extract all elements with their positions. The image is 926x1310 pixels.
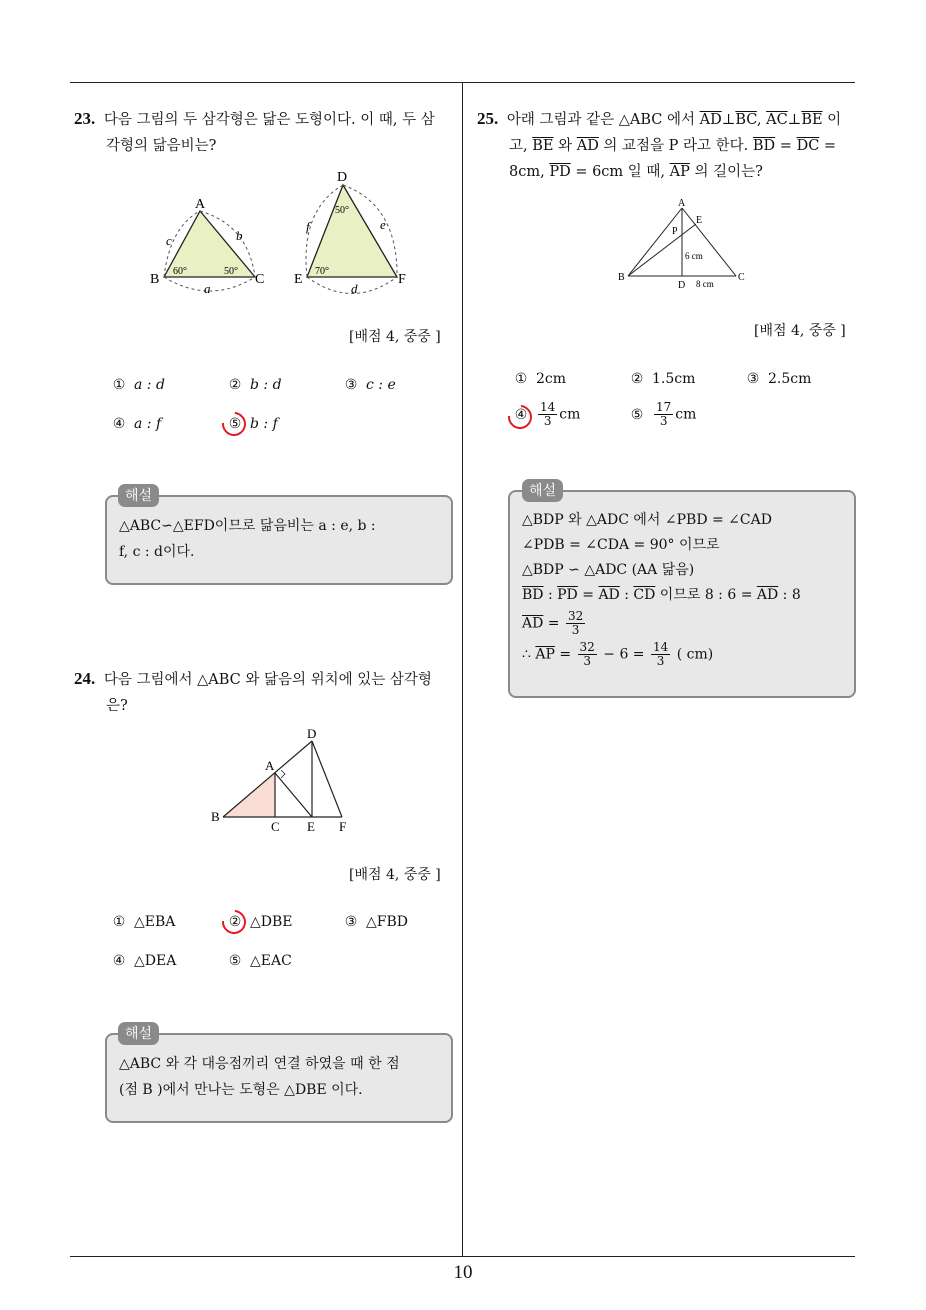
solution-line: ∴ $\overline{AP}$ = $\frac{32}{3}$ − 6 = $\frac{14}{3}$ ( cm) <box>522 640 714 668</box>
q24-score: [배점 4, 중중 ] <box>349 867 441 883</box>
label-F: F <box>398 272 406 287</box>
q24-figure <box>205 725 365 840</box>
bottom-rule <box>70 1256 855 1257</box>
label-b: b <box>236 228 243 243</box>
q25-choice-5[interactable]: ⑤ $\frac{17}{3}$ cm <box>630 400 697 428</box>
angle-D: 50° <box>335 205 349 216</box>
label-dc: 8 cm <box>696 279 714 289</box>
question-25-text: 25. 아래 그림과 같은 △ABC 에서 $\overline{AD}\perp\overline{BC}$, $\overline{AC}\perp\overline{BE}$ 이 고, $\overline{BE}$ 와 $\overline{AD}$ 의 교점을 P 라고 한다. $\overline{BD} = \overline{DC}$ = 8cm, $\overline{PD} = 6cm$ 일 때, $\overline{AP}$ 의 길이는? <box>477 109 842 180</box>
q24-choice-1[interactable]: ① △EBA <box>112 914 176 930</box>
label-E: E <box>696 215 703 226</box>
q23-choice-2[interactable]: ② b : d <box>228 377 282 393</box>
label-B: B <box>150 272 160 287</box>
q25-choice-4[interactable]: ④ $\frac{14}{3}$ cm <box>514 400 581 428</box>
solution-line: ∠PDB = ∠CDA = 90° 이므로 <box>522 537 720 553</box>
q23-choice-1[interactable]: ① a : d <box>112 377 165 393</box>
label-f: f <box>306 219 310 234</box>
q24-choice-2[interactable]: ② △DBE <box>228 914 293 930</box>
question-24-text <box>74 666 459 719</box>
column-divider <box>462 82 463 1257</box>
q25-choice-2[interactable]: ② 1.5cm <box>630 371 696 387</box>
label-D: D <box>337 170 348 185</box>
question-23-text <box>74 106 459 159</box>
angle-E: 70° <box>315 266 329 277</box>
q23-choice-4[interactable]: ④ a : f <box>112 416 162 432</box>
label-D: D <box>678 280 686 291</box>
question-line: 은? <box>106 698 128 714</box>
question-line: 다음 그림에서 △ABC 와 닮음의 위치에 있는 삼각형 <box>103 672 432 688</box>
q25-choice-3[interactable]: ③ 2.5cm <box>746 371 812 387</box>
label-F: F <box>339 819 347 834</box>
q24-solution-tag: 해설 <box>118 1022 159 1045</box>
q23-score: [배점 4, 중중 ] <box>349 329 441 345</box>
q25-solution-box <box>508 490 856 698</box>
q25-solution-tag: 해설 <box>522 479 563 502</box>
solution-line: △ABC 와 각 대응점끼리 연결 하였을 때 한 점 <box>119 1056 400 1072</box>
q23-solution-tag: 해설 <box>118 484 159 507</box>
label-C: C <box>271 819 280 834</box>
solution-line: (점 B )에서 만나는 도형은 △DBE 이다. <box>119 1082 363 1098</box>
label-A: A <box>195 197 206 212</box>
page-number: 10 <box>453 1262 473 1283</box>
q23-choice-5[interactable]: ⑤ b : f <box>228 416 278 432</box>
label-A: A <box>265 758 275 773</box>
label-c: c <box>166 233 172 248</box>
label-d: d <box>351 281 358 296</box>
question-number: 24. <box>74 669 96 688</box>
q24-choice-4[interactable]: ④ △DEA <box>112 953 177 969</box>
question-number: 25. <box>477 109 499 128</box>
label-B: B <box>211 809 220 824</box>
label-C: C <box>738 272 745 283</box>
q24-choice-5[interactable]: ⑤ △EAC <box>228 953 292 969</box>
q25-choice-1[interactable]: ① 2cm <box>514 371 567 387</box>
label-E: E <box>294 272 303 287</box>
label-a: a <box>204 281 211 296</box>
label-A: A <box>678 198 686 209</box>
q23-answer-mark <box>217 407 251 441</box>
q23-figure <box>140 165 420 300</box>
question-line: 다음 그림의 두 삼각형은 닮은 도형이다. 이 때, 두 삼 <box>103 112 435 128</box>
q24-solution-box <box>105 1033 453 1123</box>
label-C: C <box>255 272 265 287</box>
q25-score: [배점 4, 중중 ] <box>754 323 846 339</box>
label-P: P <box>672 226 678 237</box>
label-B: B <box>618 272 625 283</box>
solution-line: f, c : d이다. <box>119 544 195 560</box>
q23-solution-box <box>105 495 453 585</box>
q24-choice-3[interactable]: ③ △FBD <box>344 914 408 930</box>
solution-line: $\overline{AD}$ = $\frac{32}{3}$ <box>522 609 584 637</box>
solution-line: △BDP ∽ △ADC (AA 닮음) <box>522 562 695 578</box>
solution-line: △BDP 와 △ADC 에서 ∠PBD = ∠CAD <box>522 512 772 528</box>
solution-line: $\overline{BD}$ : $\overline{PD} = \overline{AD}$ : $\overline{CD}$ 이므로 8 : $6 = \overline{AD}$ : 8 <box>522 587 801 603</box>
q25-figure <box>612 196 752 292</box>
q24-answer-mark <box>217 905 251 939</box>
question-number: 23. <box>74 109 96 128</box>
solution-line: △ABC∽△EFD이므로 닮음비는 a : e, b : <box>119 518 376 534</box>
label-pd: 6 cm <box>685 251 703 261</box>
label-e: e <box>380 217 386 232</box>
question-line: 각형의 닮음비는? <box>106 138 217 154</box>
angle-C: 50° <box>224 266 238 277</box>
angle-B: 60° <box>173 266 187 277</box>
label-E: E <box>307 819 315 834</box>
q23-choice-3[interactable]: ③ c : e <box>344 377 396 393</box>
label-D: D <box>307 726 317 741</box>
